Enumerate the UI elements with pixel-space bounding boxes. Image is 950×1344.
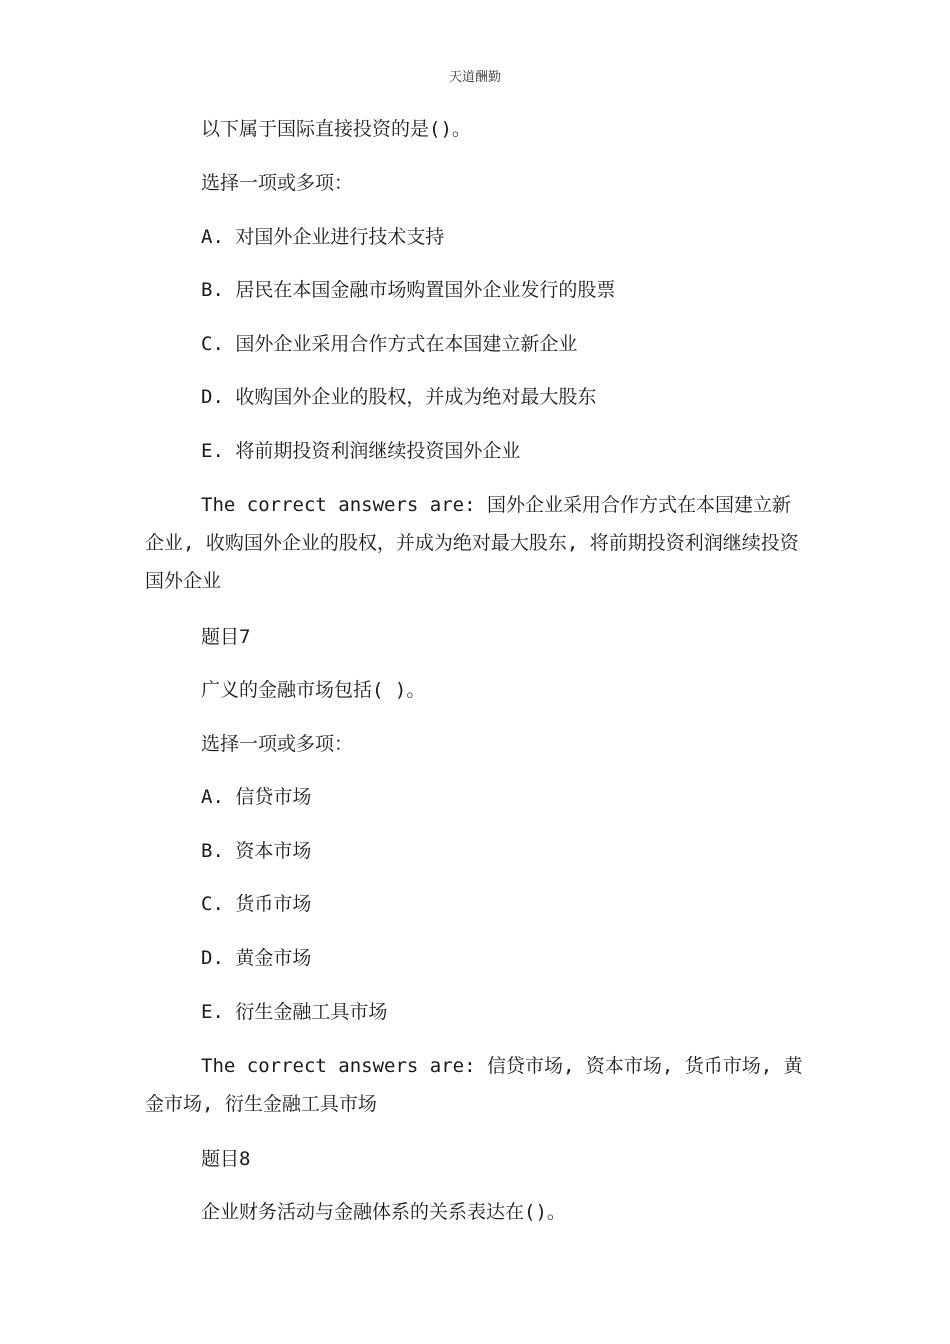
question-7-option-c: C. 货币市场 (201, 893, 312, 915)
question-6-option-b: B. 居民在本国金融市场购置国外企业发行的股票 (201, 279, 616, 301)
question-7-option-a: A. 信贷市场 (201, 786, 312, 808)
question-7-answer: The correct answers are: 信贷市场, 资本市场, 货币市场, 黄金市场, 衍生金融工具市场 (145, 1055, 803, 1115)
question-7-option-b: B. 资本市场 (201, 840, 312, 862)
question-7-title: 题目7 (201, 626, 251, 648)
question-8-text: 企业财务活动与金融体系的关系表达在()。 (201, 1201, 566, 1223)
question-6-option-d: D. 收购国外企业的股权，并成为绝对最大股东 (201, 386, 597, 408)
question-6-option-c: C. 国外企业采用合作方式在本国建立新企业 (201, 333, 578, 355)
question-7-option-d: D. 黄金市场 (201, 947, 312, 969)
question-8-title: 题目8 (201, 1148, 251, 1170)
question-7-option-e: E. 衍生金融工具市场 (201, 1001, 388, 1023)
page-header: 天道酬勤 (448, 70, 501, 85)
question-6-instruction: 选择一项或多项： (201, 172, 354, 194)
question-6-option-e: E. 将前期投资利润继续投资国外企业 (201, 440, 521, 462)
question-6-option-a: A. 对国外企业进行技术支持 (201, 226, 445, 248)
question-7-text: 广义的金融市场包括( )。 (201, 679, 426, 701)
question-6-answer: The correct answers are: 国外企业采用合作方式在本国建立新企业, 收购国外企业的股权，并成为绝对最大股东, 将前期投资利润继续投资国外企业 (145, 494, 799, 592)
question-7-instruction: 选择一项或多项： (201, 733, 354, 755)
question-6-text: 以下属于国际直接投资的是()。 (201, 118, 471, 140)
